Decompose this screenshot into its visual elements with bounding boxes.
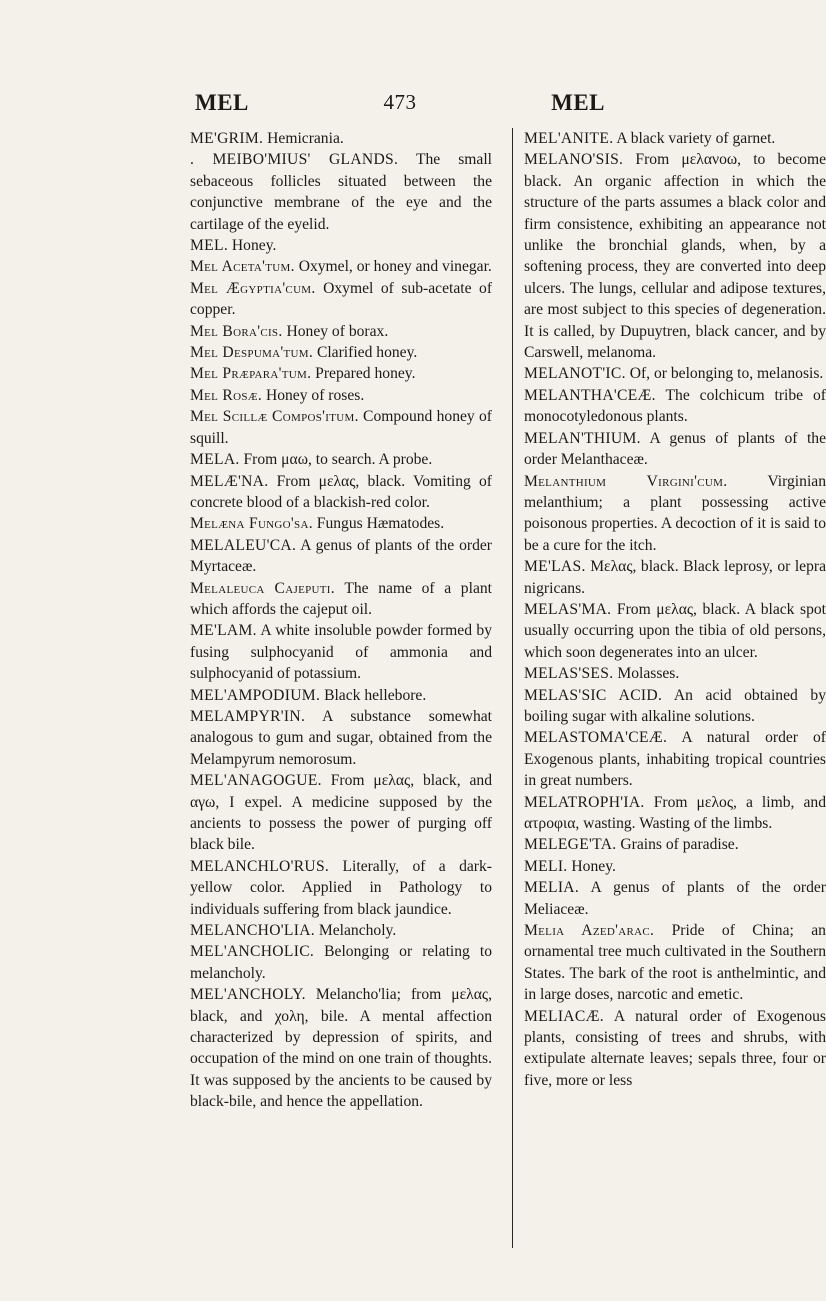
entry-definition: From μαω, to search. A probe. [239, 451, 433, 469]
entry-headword: Melæna Fungo'sa. [190, 515, 313, 533]
dictionary-entry [190, 513, 492, 534]
entry-definition: A white insoluble powder formed by fusing sulphocyanid of ammonia and sulphocyanid of potassium. [190, 622, 492, 683]
entry-headword: MELI. [524, 857, 568, 875]
entry-headword: MEL. [190, 237, 229, 255]
dictionary-entry [524, 727, 826, 791]
dictionary-entry [190, 278, 492, 321]
running-header [195, 90, 605, 118]
entry-headword: Melaleuca Cajeputi. [190, 579, 335, 597]
entry-definition: Honey. [567, 857, 616, 875]
entry-headword: MELAS'SES. [524, 665, 614, 683]
dictionary-entry [190, 256, 492, 277]
dictionary-entry [190, 535, 492, 578]
entry-definition: Prepared honey. [311, 365, 416, 383]
entry-definition: A genus of plants of the order Myrtaceæ. [190, 536, 492, 576]
entry-headword: Mel Scillæ Compos'itum. [190, 408, 359, 426]
dictionary-entry [190, 941, 492, 984]
dictionary-entry [524, 471, 826, 557]
entry-definition: Honey of borax. [282, 322, 389, 340]
entry-definition: Honey of roses. [262, 386, 365, 404]
dictionary-entry [190, 706, 492, 770]
entry-headword: MELANO'SIS. [524, 151, 624, 169]
dictionary-entry [524, 920, 826, 1006]
dictionary-entry [524, 792, 826, 835]
entry-headword: MELEGE'TA. [524, 836, 617, 854]
dictionary-entry [190, 984, 492, 1112]
entry-definition: A natural order of Exogenous plants, consisting of trees and shrubs, with extipulate alternate leaves; sepals three, four or five, more or less [524, 1007, 826, 1089]
page-number: 473 [383, 90, 417, 114]
entry-headword: MELAMPYR'IN. [190, 707, 306, 725]
dictionary-entry [190, 149, 492, 235]
entry-definition: Compound honey of squill. [190, 408, 492, 447]
dictionary-entry [190, 406, 492, 449]
entry-headword: MELALEU'CA. [190, 536, 297, 554]
entry-headword: MELANCHLO'RUS. [190, 857, 330, 875]
entry-headword: ME'GRIM. [190, 130, 264, 147]
entry-definition: From μελος, a limb, and ατροφια, wasting. Wasting of the limbs. [524, 793, 826, 832]
entry-definition: A genus of plants of the order Meliaceæ. [524, 879, 826, 918]
dictionary-entry [190, 856, 492, 920]
right-column [524, 128, 826, 1091]
dictionary-entry [524, 856, 826, 877]
entry-headword: Mel Despuma'tum. [190, 344, 314, 362]
entry-definition: A substance somewhat analogous to gum and sugar, obtained from the Melampyrum nemorosum. [190, 707, 492, 768]
dictionary-entry [524, 428, 826, 471]
entry-headword: MEL'ANAGOGUE. [190, 772, 322, 790]
entry-definition: Honey. [228, 237, 277, 255]
entry-headword: Mel Aceta'tum. [190, 258, 295, 276]
entry-headword: Melanthium Virgini'cum. [524, 472, 728, 490]
dictionary-entry [524, 663, 826, 684]
entry-headword: MELAS'MA. [524, 600, 612, 618]
dictionary-entry [190, 235, 492, 256]
dictionary-entry [190, 620, 492, 684]
entry-headword: . MEIBO'MIUS' GLANDS. [190, 151, 399, 169]
entry-definition: Oxymel, or honey and vinegar. [294, 258, 492, 276]
dictionary-entry [190, 449, 492, 470]
dictionary-entry [190, 578, 492, 621]
entry-definition: Of, or belonging to, melanosis. [625, 365, 824, 383]
dictionary-entry [190, 770, 492, 856]
entry-definition: Pride of China; an ornamental tree much cultivated in the Southern States. The bark of the root is anthelmintic, and in large doses, narcotic and emetic. [524, 922, 826, 1004]
entry-definition: Oxymel of sub-acetate of copper. [190, 279, 493, 319]
entry-headword: MELAN'THIUM. [524, 429, 641, 447]
entry-headword: MELAS'SIC ACID. [524, 686, 663, 704]
dictionary-entry [190, 685, 492, 706]
dictionary-entry [190, 128, 492, 149]
entry-headword: MELA. [190, 451, 240, 469]
entry-definition: From μελας, black. Vomiting of concrete blood of a blackish-red color. [190, 472, 492, 511]
entry-definition: The colchicum tribe of monocotyledonous plants. [524, 386, 826, 426]
entry-definition: Virginian melanthium; a plant possessing active poisonous properties. A decoction of it is said to be a cure for the itch. [524, 472, 826, 554]
header-left-guideword: MEL [195, 90, 249, 115]
dictionary-entry [524, 363, 826, 384]
entry-headword: ME'LAM. [190, 622, 257, 640]
entry-definition: From μελας, black. A black spot usually occurring upon the tibia of old persons, which soon degenerates into an ulcer. [524, 600, 826, 661]
dictionary-entry [190, 920, 492, 941]
dictionary-entry [524, 385, 826, 428]
dictionary-entry [190, 385, 492, 406]
entry-definition: The small sebaceous follicles situated between the conjunctive membrane of the eye and the cartilage of the eyelid. [190, 151, 493, 233]
entry-definition: A black variety of garnet. [613, 130, 776, 147]
left-column [190, 128, 492, 1113]
entry-definition: From μελανοω, to become black. An organic affection in which the structure of the parts assumes a black color and firm consistence, exhibiting an appearance not unlike the bronchial glands, when, by a softening process, they are converted into deep ulcers. The lungs, cellular and adipose textures, are most subject to this species of degeneration. It is called, by Dupuytren, black cancer, and by Carswell, melanoma. [524, 151, 826, 362]
entry-definition: The name of a plant which affords the cajeput oil. [190, 579, 492, 618]
entry-headword: MEL'ANCHOLIC. [190, 943, 315, 961]
entry-definition: From μελας, black, and αγω, I expel. A medicine supposed by the ancients to possess the power of purging off black bile. [190, 772, 492, 854]
entry-headword: Melia Azed'arac. [524, 922, 655, 940]
dictionary-entry [524, 149, 826, 363]
entry-headword: Mel Bora'cis. [190, 322, 283, 340]
dictionary-entry [524, 834, 826, 855]
entry-headword: MELANTHA'CEÆ. [524, 386, 656, 404]
entry-headword: MELATROPH'IA. [524, 793, 645, 811]
entry-definition: Hemicrania. [263, 130, 344, 147]
entry-headword: MEL'ANCHOLY. [190, 986, 306, 1004]
entry-headword: MELIA. [524, 879, 580, 897]
dictionary-entry [524, 1006, 826, 1092]
entry-definition: Melancholy. [314, 922, 397, 940]
entry-definition: Belonging or relating to melancholy. [190, 943, 492, 982]
dictionary-entry [190, 321, 492, 342]
dictionary-entry [524, 877, 826, 920]
entry-definition: Clarified honey. [313, 344, 418, 362]
dictionary-entry [524, 599, 826, 663]
entry-headword: MEL'AMPODIUM. [190, 686, 321, 704]
entry-definition: Literally, of a dark-yellow color. Applied in Pathology to individuals suffering from black jaundice. [190, 857, 492, 918]
entry-definition: A natural order of Exogenous plants, inhabiting tropical countries in great numbers. [524, 729, 826, 790]
entry-headword: Mel Præpara'tum. [190, 365, 312, 383]
entry-definition: Μελας, black. Black leprosy, or lepra nigricans. [524, 558, 826, 597]
entry-headword: MELANCHO'LIA. [190, 922, 315, 940]
dictionary-entry [190, 471, 492, 514]
entry-headword: MEL'ANITE. [524, 130, 614, 147]
column-divider [512, 128, 513, 1248]
entry-definition: A genus of plants of the order Melanthaceæ. [524, 429, 826, 469]
entry-headword: MELANOT'IC. [524, 365, 626, 383]
entry-headword: MELIACÆ. [524, 1007, 604, 1025]
entry-headword: ME'LAS. [524, 558, 586, 576]
dictionary-entry [524, 128, 826, 149]
dictionary-entry [190, 363, 492, 384]
entry-definition: Melancho'lia; from μελας, black, and χολη, bile. A mental affection characterized by depression of spirits, and occupation of the mind on one train of thoughts. It was supposed by the ancients to be caused by black-bile, and hence the appellation. [190, 986, 492, 1111]
entry-headword: Mel Rosæ. [190, 386, 263, 404]
header-right-guideword: MEL [551, 90, 605, 115]
entry-definition: Black hellebore. [320, 686, 427, 704]
entry-definition: An acid obtained by boiling sugar with alkaline solutions. [524, 686, 826, 725]
dictionary-entry [524, 685, 826, 728]
entry-headword: MELASTOMA'CEÆ. [524, 729, 668, 747]
dictionary-entry [524, 556, 826, 599]
entry-definition: Fungus Hæmatodes. [312, 515, 445, 533]
dictionary-entry [190, 342, 492, 363]
entry-definition: Molasses. [613, 665, 680, 683]
entry-definition: Grains of paradise. [616, 836, 739, 854]
entry-headword: Mel Ægyptia'cum. [190, 279, 316, 297]
entry-headword: MELÆ'NA. [190, 472, 269, 490]
